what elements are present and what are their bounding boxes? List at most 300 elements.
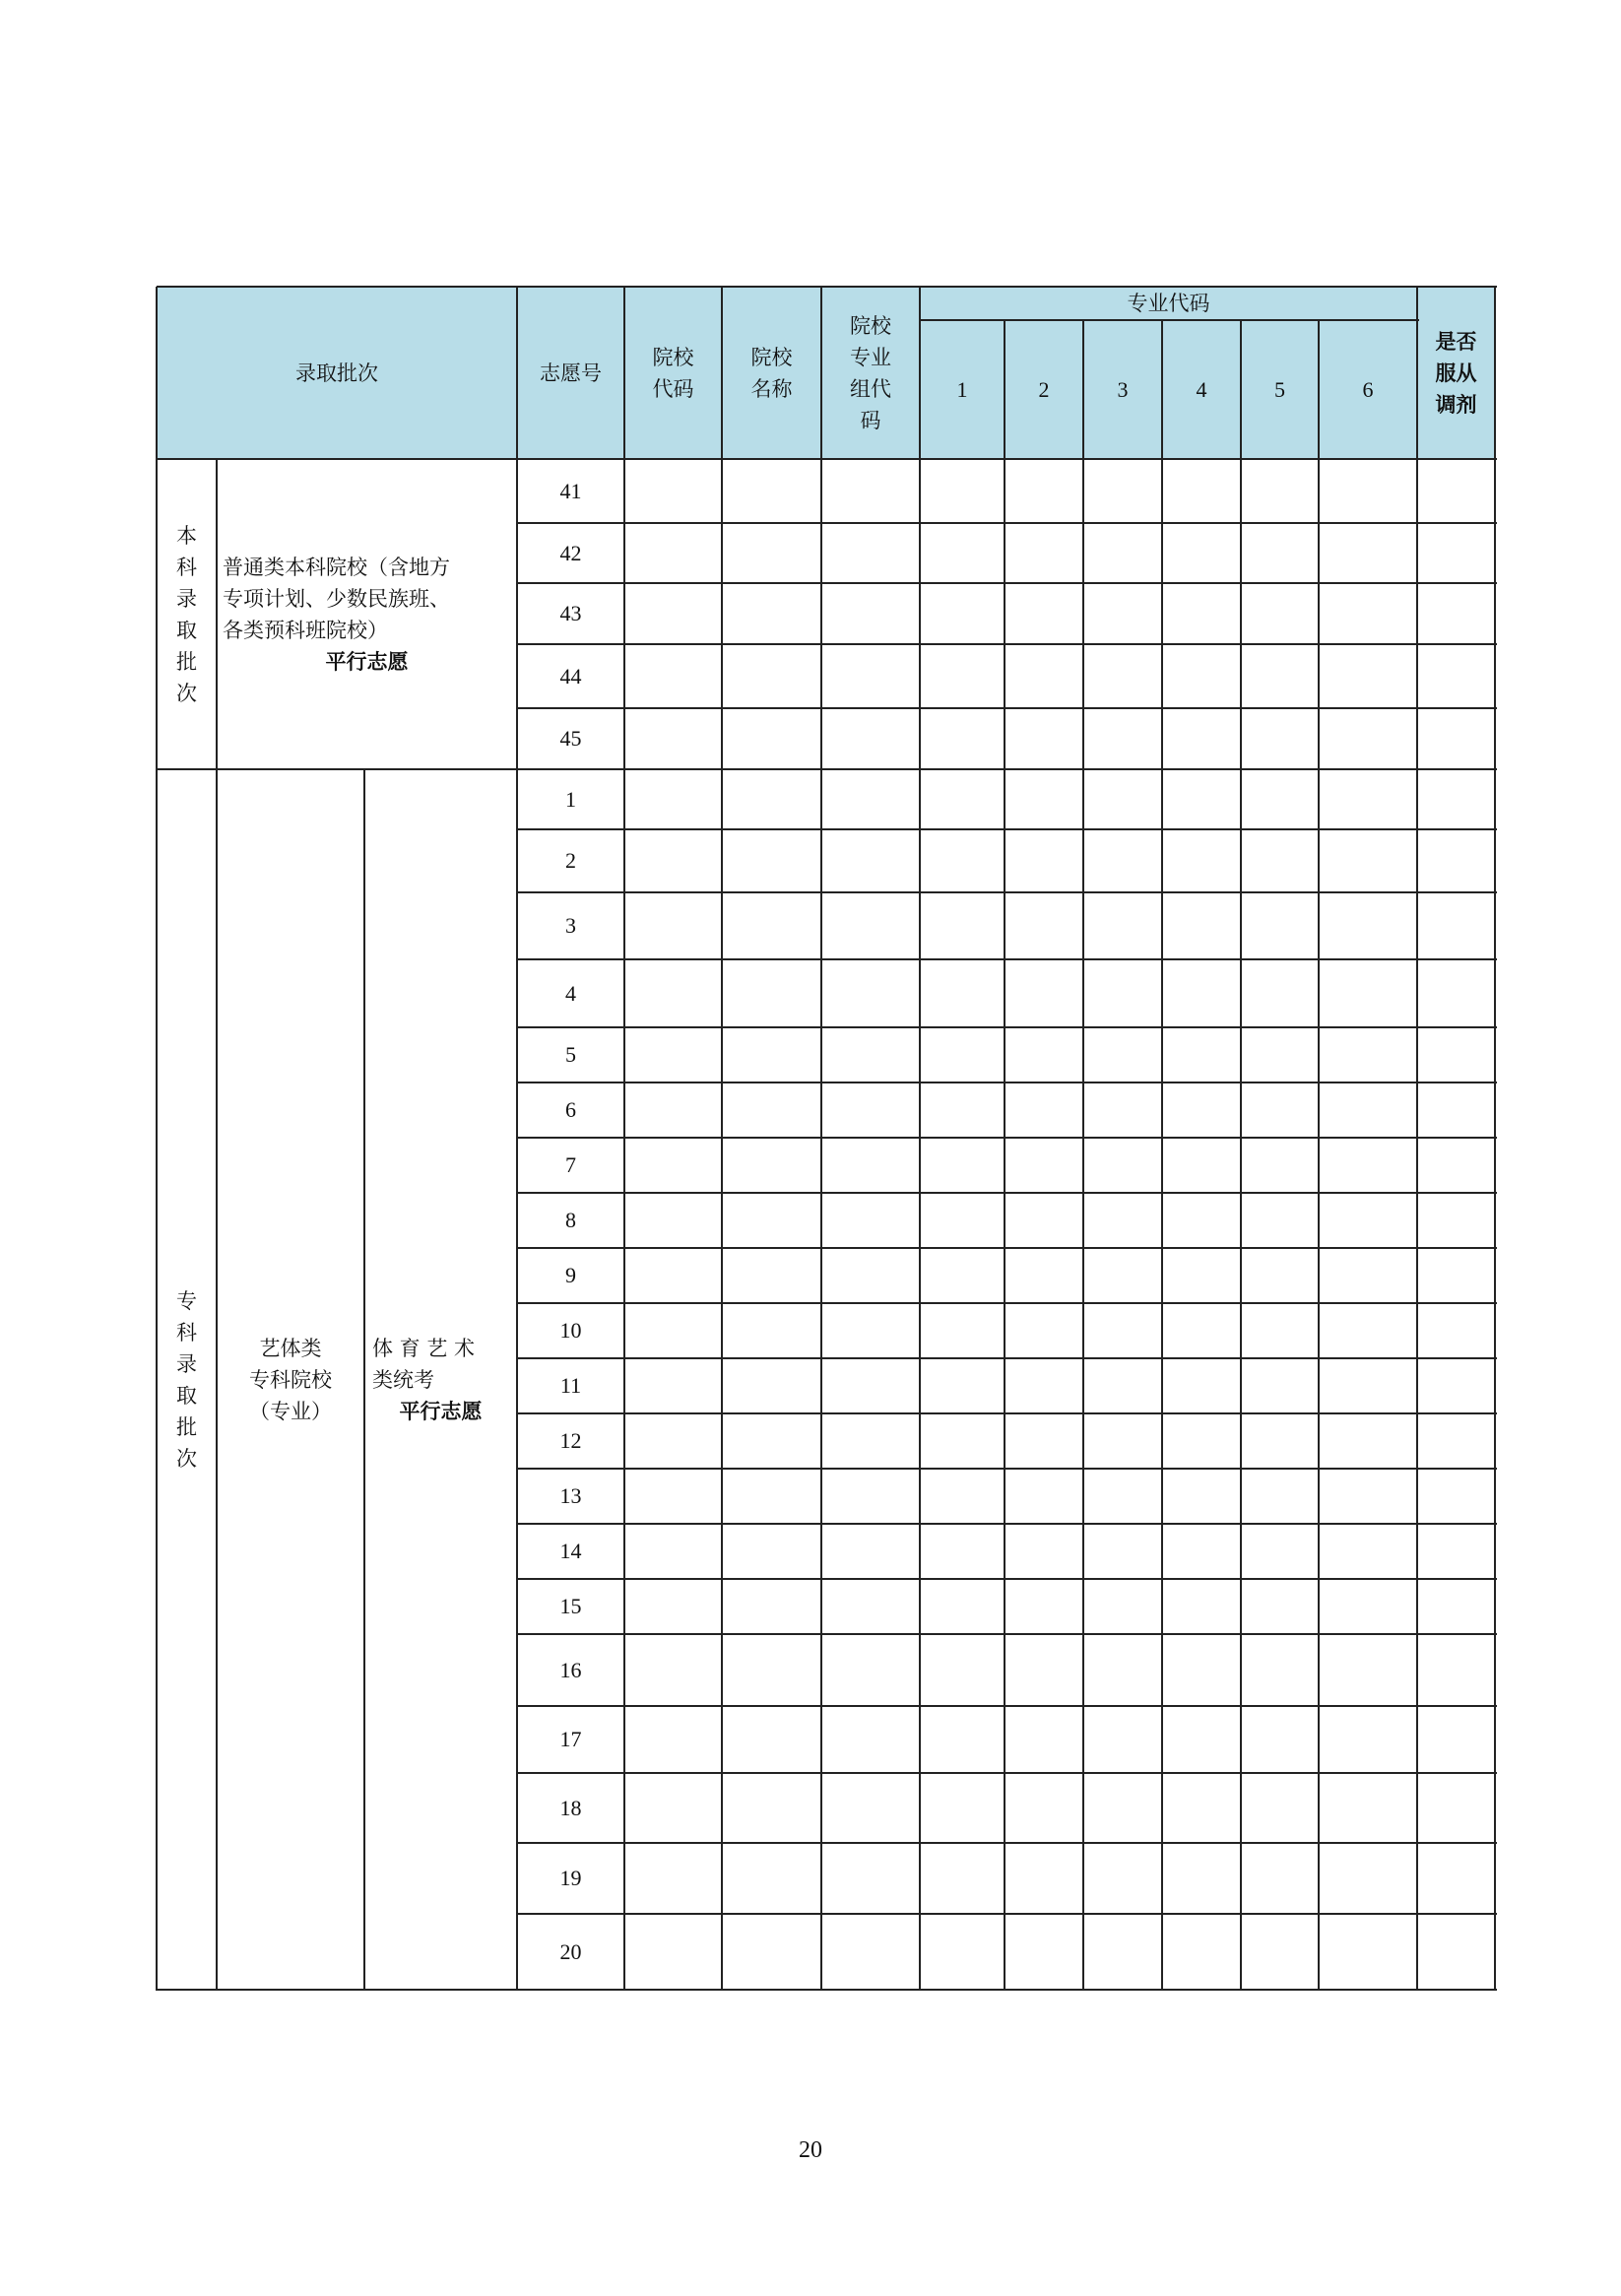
table-rule [1494, 287, 1496, 1991]
school-code-cell[interactable] [624, 1706, 722, 1773]
major-3-cell[interactable] [1083, 1027, 1162, 1082]
adjust-cell[interactable] [1417, 1634, 1495, 1706]
major-6-cell[interactable] [1319, 1469, 1417, 1524]
school-name-cell[interactable] [722, 892, 821, 959]
major-6-cell[interactable] [1319, 1193, 1417, 1248]
school-code-cell[interactable] [624, 1358, 722, 1413]
batch-junior-college-line: 次 [176, 1446, 197, 1471]
major-1-cell[interactable] [920, 459, 1005, 523]
major-4-cell[interactable] [1162, 1138, 1241, 1193]
major-5-cell[interactable] [1241, 644, 1319, 708]
major-2-cell[interactable] [1005, 1634, 1083, 1706]
major-3-cell[interactable] [1083, 1914, 1162, 1990]
school-code-cell[interactable] [624, 959, 722, 1027]
major-4-cell[interactable] [1162, 1914, 1241, 1990]
major-2-cell[interactable] [1005, 708, 1083, 769]
major-6-cell[interactable] [1319, 1524, 1417, 1579]
major-6-cell[interactable] [1319, 1027, 1417, 1082]
major-3-cell[interactable] [1083, 1634, 1162, 1706]
major-5-cell[interactable] [1241, 829, 1319, 892]
major-1-cell[interactable] [920, 1524, 1005, 1579]
major-6-cell[interactable] [1319, 1082, 1417, 1138]
major-1-cell[interactable] [920, 1579, 1005, 1634]
group-code-cell[interactable] [821, 708, 920, 769]
group-code-cell[interactable] [821, 1248, 920, 1303]
major-6-cell[interactable] [1319, 583, 1417, 644]
major-2-cell[interactable] [1005, 583, 1083, 644]
major-5-cell[interactable] [1241, 708, 1319, 769]
major-3-cell[interactable] [1083, 1138, 1162, 1193]
batch-undergraduate-line: 录 [176, 586, 197, 611]
school-name-cell[interactable] [722, 583, 821, 644]
major-5-cell[interactable] [1241, 459, 1319, 523]
major-4-cell[interactable] [1162, 1524, 1241, 1579]
major-3-cell[interactable] [1083, 1358, 1162, 1413]
school-name-cell[interactable] [722, 1843, 821, 1914]
school-name-cell[interactable] [722, 829, 821, 892]
major-5-cell[interactable] [1241, 1706, 1319, 1773]
major-4-cell[interactable] [1162, 1303, 1241, 1358]
major-4-cell[interactable] [1162, 829, 1241, 892]
category-art-sports-line: （专业） [249, 1399, 332, 1423]
school-code-cell[interactable] [624, 1843, 722, 1914]
group-code-cell[interactable] [821, 829, 920, 892]
school-code-cell[interactable] [624, 892, 722, 959]
choice-number: 45 [559, 726, 582, 751]
major-4-cell[interactable] [1162, 1248, 1241, 1303]
adjust-cell[interactable] [1417, 959, 1495, 1027]
major-4-cell[interactable] [1162, 644, 1241, 708]
school-code-cell[interactable] [624, 644, 722, 708]
choice-number: 6 [565, 1097, 576, 1122]
group-code-cell[interactable] [821, 1027, 920, 1082]
table-rule [1004, 320, 1005, 1991]
major-5-cell[interactable] [1241, 1027, 1319, 1082]
major-1-cell[interactable] [920, 1706, 1005, 1773]
major-2-cell[interactable] [1005, 1027, 1083, 1082]
major-3-cell[interactable] [1083, 1706, 1162, 1773]
major-2-cell[interactable] [1005, 1193, 1083, 1248]
major-5-cell[interactable] [1241, 1524, 1319, 1579]
major-1-cell[interactable] [920, 829, 1005, 892]
major-6-cell[interactable] [1319, 959, 1417, 1027]
table-rule [721, 287, 723, 1991]
choice-number: 8 [565, 1208, 576, 1232]
major-1-cell[interactable] [920, 523, 1005, 583]
group-code-cell[interactable] [821, 1413, 920, 1469]
school-name-cell[interactable] [722, 1248, 821, 1303]
school-name-cell[interactable] [722, 1303, 821, 1358]
school-code-cell[interactable] [624, 1027, 722, 1082]
adjust-cell[interactable] [1417, 1469, 1495, 1524]
choice-number: 16 [559, 1657, 582, 1682]
group-code-cell[interactable] [821, 1358, 920, 1413]
school-name-cell[interactable] [722, 1469, 821, 1524]
group-code-cell[interactable] [821, 459, 920, 523]
major-2-cell[interactable] [1005, 769, 1083, 829]
adjust-cell[interactable] [1417, 1524, 1495, 1579]
group-code-cell[interactable] [821, 959, 920, 1027]
major-6-cell[interactable] [1319, 1773, 1417, 1843]
major-6-cell[interactable] [1319, 1914, 1417, 1990]
major-3-cell[interactable] [1083, 644, 1162, 708]
table-rule [623, 287, 625, 1991]
subcategory-unified-exam [372, 769, 509, 1990]
major-4-cell[interactable] [1162, 1193, 1241, 1248]
major-6-cell[interactable] [1319, 1248, 1417, 1303]
group-code-cell[interactable] [821, 892, 920, 959]
major-1-cell[interactable] [920, 1027, 1005, 1082]
major-1-cell[interactable] [920, 708, 1005, 769]
table-rule [517, 1468, 1497, 1470]
major-1-cell[interactable] [920, 1914, 1005, 1990]
table-rule [517, 1913, 1497, 1915]
major-5-cell[interactable] [1241, 1773, 1319, 1843]
school-code-cell[interactable] [624, 1303, 722, 1358]
adjust-cell[interactable] [1417, 1303, 1495, 1358]
major-4-cell[interactable] [1162, 1706, 1241, 1773]
school-name-cell[interactable] [722, 1579, 821, 1634]
school-name-cell[interactable] [722, 1524, 821, 1579]
major-2-cell[interactable] [1005, 459, 1083, 523]
group-code-cell[interactable] [821, 1843, 920, 1914]
major-6-cell[interactable] [1319, 829, 1417, 892]
school-name-cell[interactable] [722, 769, 821, 829]
header-major-col: 5 [1274, 376, 1285, 402]
group-code-cell[interactable] [821, 1706, 920, 1773]
school-code-cell[interactable] [624, 1579, 722, 1634]
table-rule [517, 891, 1497, 893]
choice-number: 4 [565, 980, 576, 1006]
major-1-cell[interactable] [920, 1413, 1005, 1469]
group-code-cell[interactable] [821, 1469, 920, 1524]
adjust-cell[interactable] [1417, 1138, 1495, 1193]
major-6-cell[interactable] [1319, 1358, 1417, 1413]
choice-number: 7 [565, 1152, 576, 1177]
major-2-cell[interactable] [1005, 892, 1083, 959]
major-2-cell[interactable] [1005, 829, 1083, 892]
major-3-cell[interactable] [1083, 1193, 1162, 1248]
major-2-cell[interactable] [1005, 1524, 1083, 1579]
school-code-cell[interactable] [624, 1634, 722, 1706]
major-3-cell[interactable] [1083, 892, 1162, 959]
adjust-cell[interactable] [1417, 1358, 1495, 1413]
table-rule [517, 1578, 1497, 1580]
major-3-cell[interactable] [1083, 1413, 1162, 1469]
school-code-cell[interactable] [624, 708, 722, 769]
school-code-cell[interactable] [624, 1469, 722, 1524]
school-code-cell[interactable] [624, 1773, 722, 1843]
major-2-cell[interactable] [1005, 1914, 1083, 1990]
major-5-cell[interactable] [1241, 1579, 1319, 1634]
major-5-cell[interactable] [1241, 1303, 1319, 1358]
major-4-cell[interactable] [1162, 1773, 1241, 1843]
school-code-cell[interactable] [624, 1524, 722, 1579]
school-name-cell[interactable] [722, 708, 821, 769]
major-4-cell[interactable] [1162, 1027, 1241, 1082]
group-code-cell[interactable] [821, 1193, 920, 1248]
school-name-cell[interactable] [722, 1706, 821, 1773]
major-1-cell[interactable] [920, 769, 1005, 829]
major-5-cell[interactable] [1241, 892, 1319, 959]
major-3-cell[interactable] [1083, 959, 1162, 1027]
major-5-cell[interactable] [1241, 1358, 1319, 1413]
major-3-cell[interactable] [1083, 829, 1162, 892]
category-undergraduate [223, 459, 511, 769]
major-3-cell[interactable] [1083, 1469, 1162, 1524]
major-2-cell[interactable] [1005, 1773, 1083, 1843]
group-code-cell[interactable] [821, 769, 920, 829]
table-rule [517, 1302, 1497, 1304]
major-1-cell[interactable] [920, 1193, 1005, 1248]
adjust-cell[interactable] [1417, 459, 1495, 523]
adjust-cell[interactable] [1417, 769, 1495, 829]
header-school-name-line: 名称 [750, 376, 793, 401]
major-1-cell[interactable] [920, 1773, 1005, 1843]
table-rule [1161, 320, 1163, 1991]
school-name-cell[interactable] [722, 1138, 821, 1193]
school-code-cell[interactable] [624, 1413, 722, 1469]
choice-number: 44 [559, 663, 582, 689]
major-3-cell[interactable] [1083, 523, 1162, 583]
category-art-sports-line: 专科院校 [249, 1367, 332, 1392]
major-6-cell[interactable] [1319, 1634, 1417, 1706]
major-4-cell[interactable] [1162, 1082, 1241, 1138]
major-3-cell[interactable] [1083, 1524, 1162, 1579]
school-name-cell[interactable] [722, 1634, 821, 1706]
major-3-cell[interactable] [1083, 1082, 1162, 1138]
major-6-cell[interactable] [1319, 459, 1417, 523]
major-6-cell[interactable] [1319, 769, 1417, 829]
school-code-cell[interactable] [624, 523, 722, 583]
group-code-cell[interactable] [821, 583, 920, 644]
header-school-code-line: 院校 [652, 345, 694, 369]
batch-undergraduate [157, 459, 217, 769]
adjust-cell[interactable] [1417, 583, 1495, 644]
header-school-code [624, 287, 722, 459]
choice-number: 14 [559, 1539, 582, 1563]
major-5-cell[interactable] [1241, 1193, 1319, 1248]
group-code-cell[interactable] [821, 1138, 920, 1193]
group-code-cell[interactable] [821, 523, 920, 583]
major-3-cell[interactable] [1083, 1773, 1162, 1843]
school-name-cell[interactable] [722, 1358, 821, 1413]
group-code-cell[interactable] [821, 1579, 920, 1634]
table-rule [157, 1989, 1497, 1991]
adjust-cell[interactable] [1417, 1773, 1495, 1843]
group-code-cell[interactable] [821, 1773, 920, 1843]
major-6-cell[interactable] [1319, 1138, 1417, 1193]
adjust-cell[interactable] [1417, 644, 1495, 708]
school-code-cell[interactable] [624, 1138, 722, 1193]
major-4-cell[interactable] [1162, 583, 1241, 644]
major-1-cell[interactable] [920, 583, 1005, 644]
group-code-cell[interactable] [821, 1303, 920, 1358]
category-line: 普通类本科院校（含地方 [223, 555, 450, 579]
major-6-cell[interactable] [1319, 1843, 1417, 1914]
major-6-cell[interactable] [1319, 708, 1417, 769]
major-2-cell[interactable] [1005, 1358, 1083, 1413]
school-name-cell[interactable] [722, 1082, 821, 1138]
table-rule [1240, 320, 1242, 1991]
major-1-cell[interactable] [920, 1843, 1005, 1914]
adjust-cell[interactable] [1417, 708, 1495, 769]
major-3-cell[interactable] [1083, 583, 1162, 644]
choice-number: 12 [559, 1428, 582, 1453]
major-2-cell[interactable] [1005, 1138, 1083, 1193]
major-3-cell[interactable] [1083, 459, 1162, 523]
major-1-cell[interactable] [920, 1358, 1005, 1413]
major-1-cell[interactable] [920, 1138, 1005, 1193]
major-5-cell[interactable] [1241, 1138, 1319, 1193]
mode-parallel: 平行志愿 [399, 1399, 483, 1423]
major-1-cell[interactable] [920, 1082, 1005, 1138]
school-name-cell[interactable] [722, 523, 821, 583]
major-2-cell[interactable] [1005, 959, 1083, 1027]
major-5-cell[interactable] [1241, 1914, 1319, 1990]
table-rule [517, 1192, 1497, 1194]
major-1-cell[interactable] [920, 892, 1005, 959]
adjust-cell[interactable] [1417, 1082, 1495, 1138]
school-name-cell[interactable] [722, 1193, 821, 1248]
major-3-cell[interactable] [1083, 769, 1162, 829]
major-5-cell[interactable] [1241, 1082, 1319, 1138]
adjust-cell[interactable] [1417, 1248, 1495, 1303]
major-6-cell[interactable] [1319, 1706, 1417, 1773]
school-code-cell[interactable] [624, 769, 722, 829]
major-6-cell[interactable] [1319, 1413, 1417, 1469]
major-2-cell[interactable] [1005, 644, 1083, 708]
major-6-cell[interactable] [1319, 523, 1417, 583]
major-4-cell[interactable] [1162, 523, 1241, 583]
major-3-cell[interactable] [1083, 1248, 1162, 1303]
adjust-cell[interactable] [1417, 1193, 1495, 1248]
major-1-cell[interactable] [920, 1469, 1005, 1524]
school-code-cell[interactable] [624, 583, 722, 644]
header-school-name [722, 287, 821, 459]
school-name-cell[interactable] [722, 959, 821, 1027]
major-5-cell[interactable] [1241, 1469, 1319, 1524]
major-3-cell[interactable] [1083, 708, 1162, 769]
adjust-cell[interactable] [1417, 1027, 1495, 1082]
choice-number: 43 [559, 601, 582, 625]
major-4-cell[interactable] [1162, 708, 1241, 769]
adjust-cell[interactable] [1417, 1579, 1495, 1634]
major-3-cell[interactable] [1083, 1579, 1162, 1634]
major-1-cell[interactable] [920, 1303, 1005, 1358]
major-5-cell[interactable] [1241, 583, 1319, 644]
school-code-cell[interactable] [624, 1914, 722, 1990]
school-code-cell[interactable] [624, 1248, 722, 1303]
major-6-cell[interactable] [1319, 892, 1417, 959]
major-2-cell[interactable] [1005, 1248, 1083, 1303]
major-6-cell[interactable] [1319, 1579, 1417, 1634]
table-rule [517, 1633, 1497, 1635]
major-4-cell[interactable] [1162, 1634, 1241, 1706]
table-rule [517, 1842, 1497, 1844]
major-4-cell[interactable] [1162, 459, 1241, 523]
school-name-cell[interactable] [722, 1914, 821, 1990]
major-1-cell[interactable] [920, 1634, 1005, 1706]
school-name-cell[interactable] [722, 1027, 821, 1082]
header-major-col: 6 [1362, 376, 1374, 402]
major-4-cell[interactable] [1162, 1843, 1241, 1914]
table-rule [517, 1082, 1497, 1083]
school-code-cell[interactable] [624, 459, 722, 523]
major-5-cell[interactable] [1241, 1843, 1319, 1914]
table-rule [517, 643, 1497, 645]
school-code-cell[interactable] [624, 1193, 722, 1248]
group-code-cell[interactable] [821, 1914, 920, 1990]
header-school-name-line: 院校 [750, 345, 793, 369]
table-rule [517, 582, 1497, 584]
school-code-cell[interactable] [624, 1082, 722, 1138]
major-2-cell[interactable] [1005, 523, 1083, 583]
major-5-cell[interactable] [1241, 523, 1319, 583]
group-code-cell[interactable] [821, 1524, 920, 1579]
school-code-cell[interactable] [624, 829, 722, 892]
school-name-cell[interactable] [722, 459, 821, 523]
school-name-cell[interactable] [722, 1773, 821, 1843]
adjust-cell[interactable] [1417, 523, 1495, 583]
major-2-cell[interactable] [1005, 1579, 1083, 1634]
major-5-cell[interactable] [1241, 1634, 1319, 1706]
major-1-cell[interactable] [920, 959, 1005, 1027]
batch-undergraduate-line: 批 [176, 649, 197, 674]
major-4-cell[interactable] [1162, 1579, 1241, 1634]
group-code-cell[interactable] [821, 1634, 920, 1706]
major-2-cell[interactable] [1005, 1843, 1083, 1914]
major-5-cell[interactable] [1241, 1413, 1319, 1469]
major-2-cell[interactable] [1005, 1706, 1083, 1773]
major-5-cell[interactable] [1241, 959, 1319, 1027]
major-1-cell[interactable] [920, 1248, 1005, 1303]
major-4-cell[interactable] [1162, 769, 1241, 829]
major-2-cell[interactable] [1005, 1469, 1083, 1524]
adjust-cell[interactable] [1417, 1706, 1495, 1773]
group-code-cell[interactable] [821, 1082, 920, 1138]
batch-junior-college-line: 批 [176, 1414, 197, 1439]
major-4-cell[interactable] [1162, 1469, 1241, 1524]
adjust-cell[interactable] [1417, 1413, 1495, 1469]
adjust-cell[interactable] [1417, 892, 1495, 959]
major-4-cell[interactable] [1162, 892, 1241, 959]
major-2-cell[interactable] [1005, 1082, 1083, 1138]
major-2-cell[interactable] [1005, 1413, 1083, 1469]
choice-number: 1 [565, 786, 576, 812]
major-5-cell[interactable] [1241, 1248, 1319, 1303]
major-6-cell[interactable] [1319, 1303, 1417, 1358]
major-4-cell[interactable] [1162, 1413, 1241, 1469]
major-3-cell[interactable] [1083, 1303, 1162, 1358]
group-code-cell[interactable] [821, 644, 920, 708]
major-1-cell[interactable] [920, 644, 1005, 708]
school-name-cell[interactable] [722, 1413, 821, 1469]
major-4-cell[interactable] [1162, 959, 1241, 1027]
header-major-col: 4 [1196, 376, 1207, 402]
table-rule [1082, 320, 1084, 1991]
major-5-cell[interactable] [1241, 769, 1319, 829]
major-4-cell[interactable] [1162, 1358, 1241, 1413]
adjust-cell[interactable] [1417, 829, 1495, 892]
school-name-cell[interactable] [722, 644, 821, 708]
adjust-cell[interactable] [1417, 1843, 1495, 1914]
adjust-cell[interactable] [1417, 1914, 1495, 1990]
major-2-cell[interactable] [1005, 1303, 1083, 1358]
table-rule [157, 768, 1497, 770]
major-3-cell[interactable] [1083, 1843, 1162, 1914]
major-6-cell[interactable] [1319, 644, 1417, 708]
